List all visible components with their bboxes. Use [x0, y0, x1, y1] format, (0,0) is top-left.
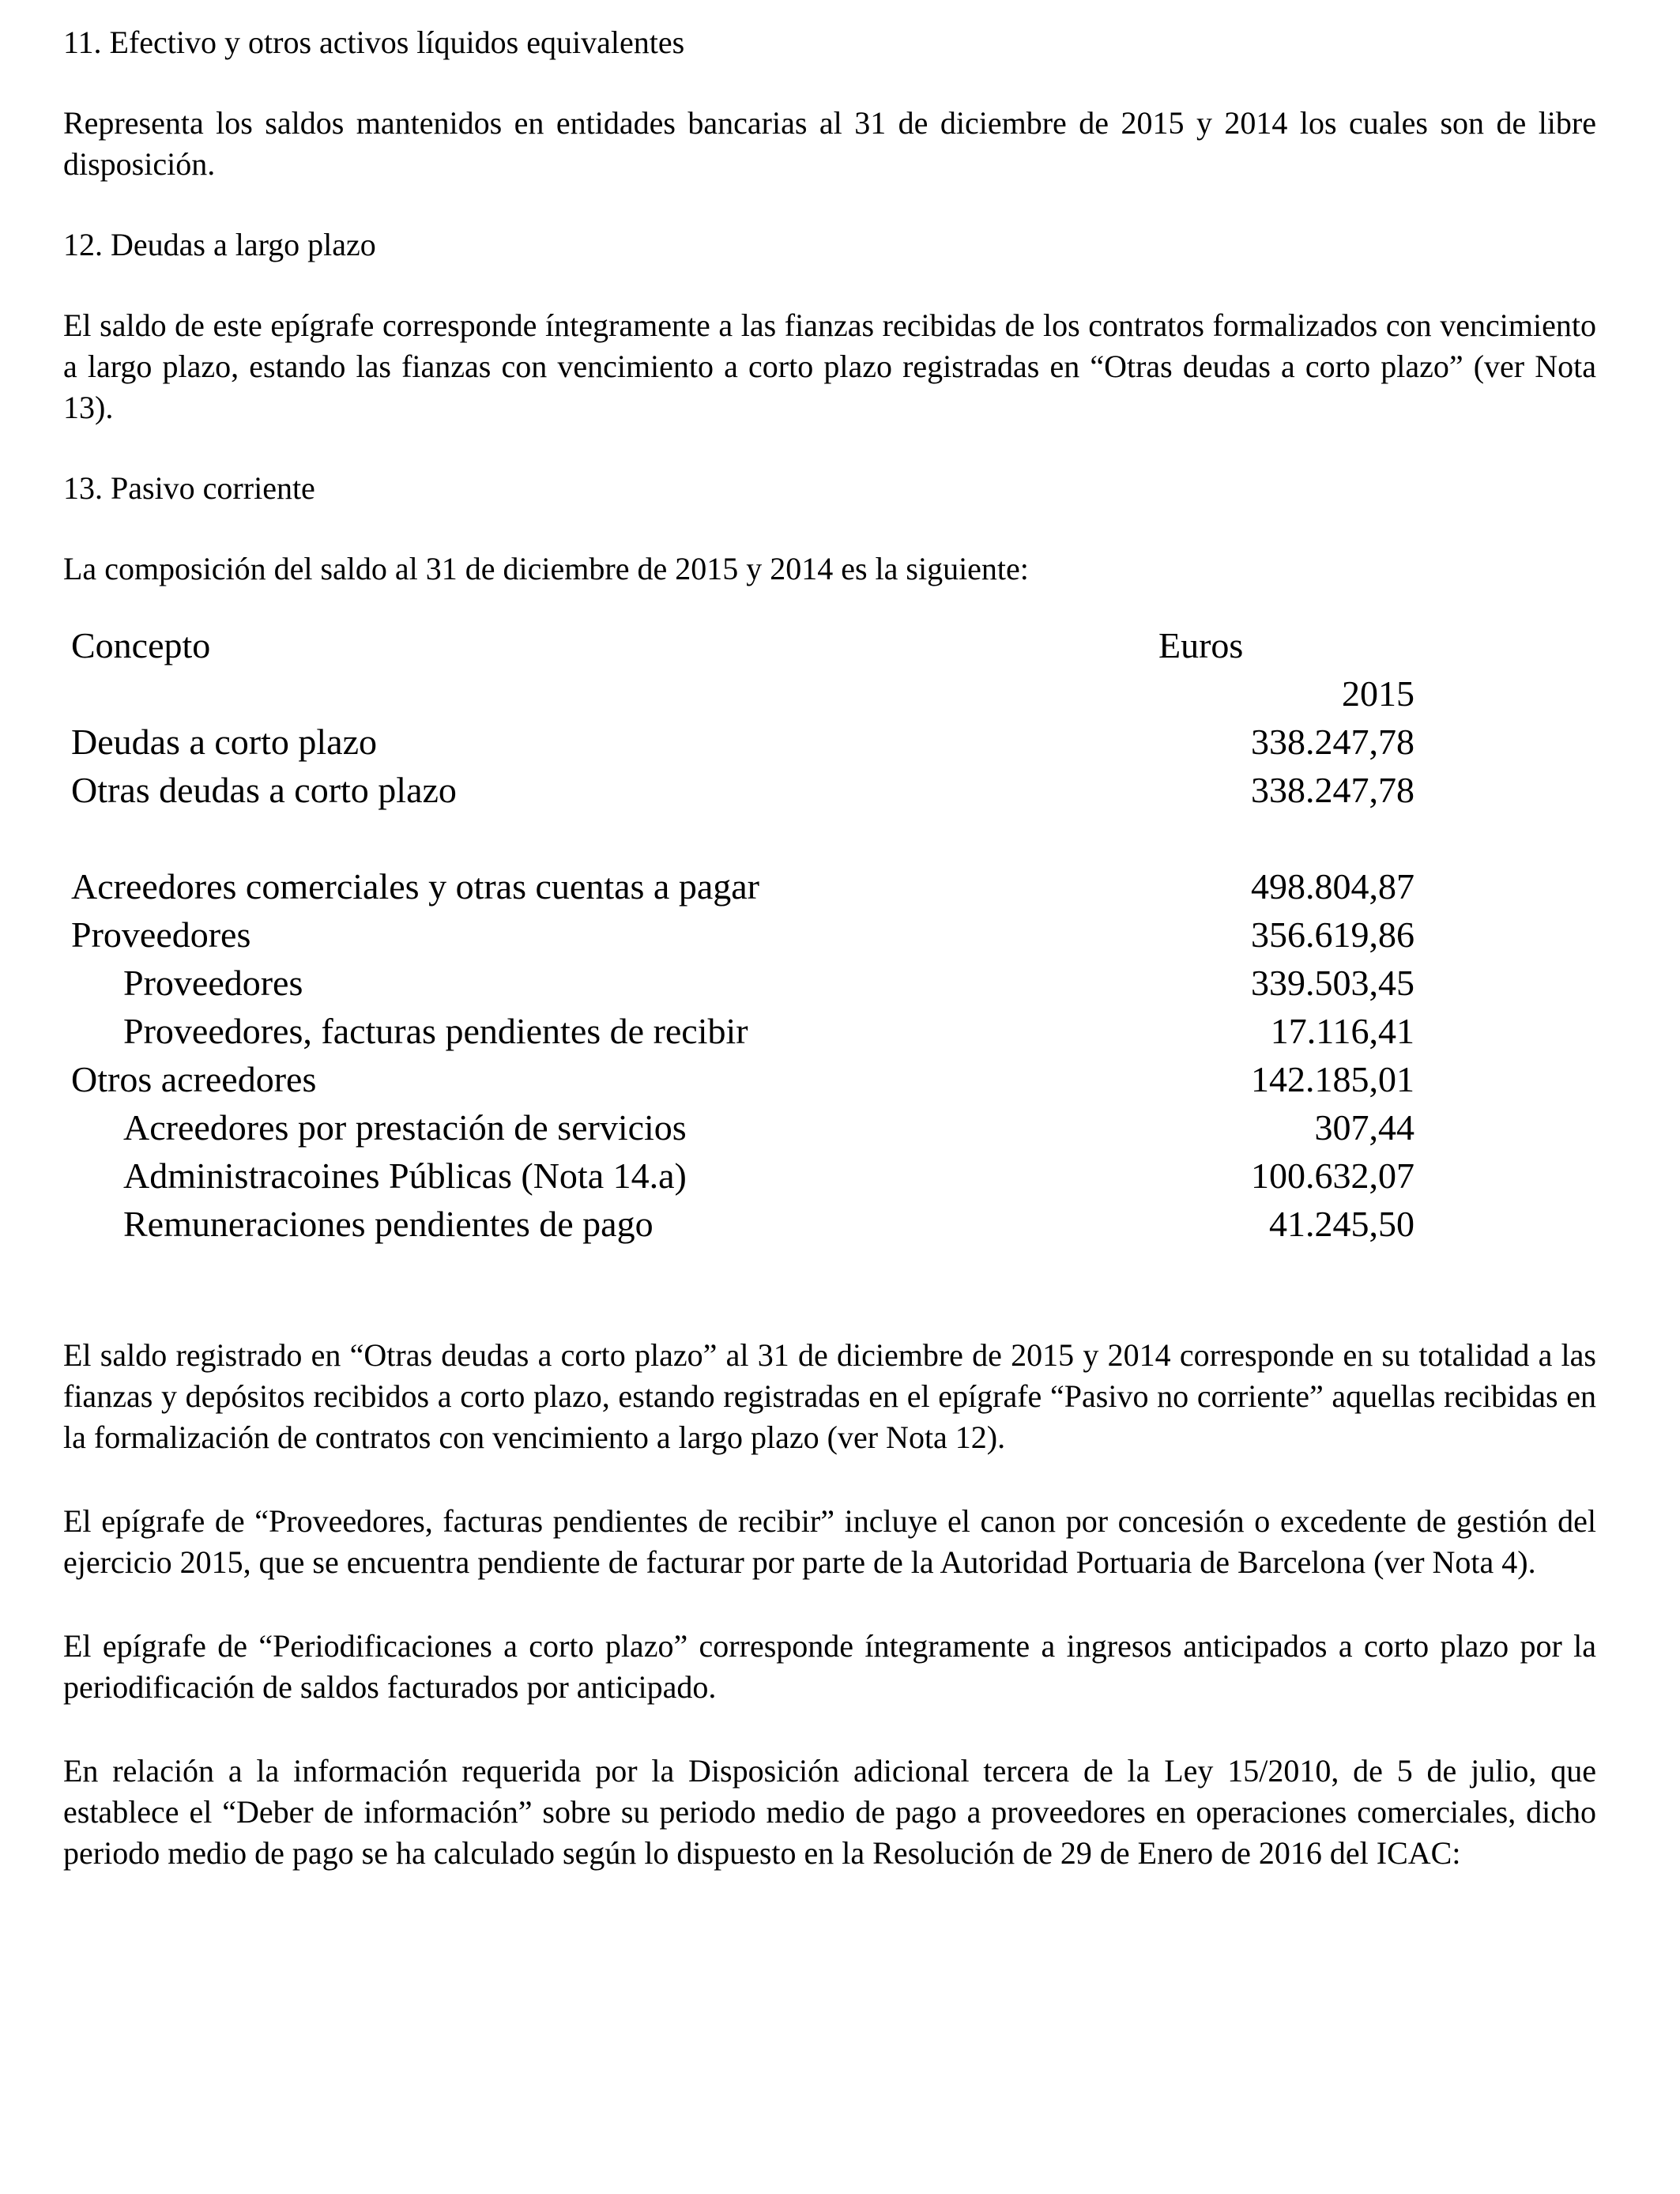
table-year-row [71, 669, 1414, 718]
note-11-text: Representa los saldos mantenidos en entidades bancarias al 31 de diciembre de 2015 y 2014 los cuales son de libre disposición. [63, 105, 1596, 182]
row-value: 307,44 [1314, 1107, 1414, 1148]
table-row [71, 1200, 1414, 1248]
table-row [71, 1152, 1414, 1200]
row-label: Otros acreedores [71, 1059, 317, 1099]
column-header-concepto: Concepto [71, 625, 211, 665]
table-row [71, 959, 1414, 1007]
note-13-paragraph: En relación a la información requerida por la Disposición adicional tercera de la Ley 15/2010, de 5 de julio, que establece el “Deber de información” sobre su periodo medio de pago a proveedores en operaciones comerciales, dicho periodo medio de pago se ha calculado según lo dispuesto en la Resolución de 29 de Enero de 2016 del ICAC: [63, 1753, 1596, 1871]
table-header-row [71, 621, 1414, 669]
column-header-euros: Euros [1158, 625, 1244, 665]
row-label: Acreedores comerciales y otras cuentas a pagar [71, 866, 759, 907]
note-13-paragraph: El saldo registrado en “Otras deudas a corto plazo” al 31 de diciembre de 2015 y 2014 corresponde en su totalidad a las fianzas y depósitos recibidos a corto plazo, estando registradas en el epígrafe “Pasivo no corriente” aquellas recibidas en la formalización de contratos con vencimiento a largo plazo (ver Nota 12). [63, 1337, 1596, 1455]
row-label: Proveedores, facturas pendientes de recibir [123, 1011, 748, 1051]
note-13-paragraph: El epígrafe de “Proveedores, facturas pendientes de recibir” incluye el canon por concesión o excedente de gestión del ejercicio 2015, que se encuentra pendiente de facturar por parte de la Autoridad Portuaria de Barcelona (ver Nota 4). [63, 1503, 1596, 1580]
note-13-intro: La composición del saldo al 31 de diciembre de 2015 y 2014 es la siguiente: [63, 551, 1029, 586]
table-spacer-row [71, 814, 1414, 862]
note-13-paragraph: El epígrafe de “Periodificaciones a corto plazo” corresponde íntegramente a ingresos anticipados a corto plazo por la periodificación de saldos facturados por anticipado. [63, 1628, 1596, 1705]
pasivo-corriente-table [71, 621, 1414, 1248]
document-page [63, 22, 1596, 1874]
table-row [71, 1007, 1414, 1055]
note-12-text: El saldo de este epígrafe corresponde íntegramente a las fianzas recibidas de los contratos formalizados con vencimiento a largo plazo, estando las fianzas con vencimiento a corto plazo registradas en “Otras deudas a corto plazo” (ver Nota 13). [63, 307, 1596, 425]
note-13-heading: 13. Pasivo corriente [63, 470, 315, 506]
row-label: Proveedores [123, 963, 303, 1003]
table-row [71, 1103, 1414, 1152]
table-row [71, 862, 1414, 910]
row-label: Deudas a corto plazo [71, 722, 378, 762]
row-value: 17.116,41 [1270, 1011, 1414, 1051]
note-12-heading: 12. Deudas a largo plazo [63, 227, 376, 262]
row-label: Otras deudas a corto plazo [71, 770, 457, 810]
row-label: Proveedores [71, 914, 251, 955]
table-row [71, 718, 1414, 766]
row-label: Administracoines Públicas (Nota 14.a) [123, 1155, 687, 1196]
row-value: 100.632,07 [1251, 1155, 1414, 1196]
row-value: 338.247,78 [1251, 770, 1414, 810]
row-value: 142.185,01 [1251, 1059, 1414, 1099]
table-row [71, 910, 1414, 959]
table-row [71, 1055, 1414, 1103]
row-value: 356.619,86 [1251, 914, 1414, 955]
row-value: 41.245,50 [1269, 1204, 1414, 1244]
note-11-heading: 11. Efectivo y otros activos líquidos equivalentes [63, 25, 685, 60]
column-header-year: 2015 [1342, 673, 1414, 714]
row-value: 338.247,78 [1251, 722, 1414, 762]
row-label: Remuneraciones pendientes de pago [123, 1204, 654, 1244]
row-value: 339.503,45 [1251, 963, 1414, 1003]
row-label: Acreedores por prestación de servicios [123, 1107, 687, 1148]
row-value: 498.804,87 [1251, 866, 1414, 907]
table-row [71, 766, 1414, 814]
